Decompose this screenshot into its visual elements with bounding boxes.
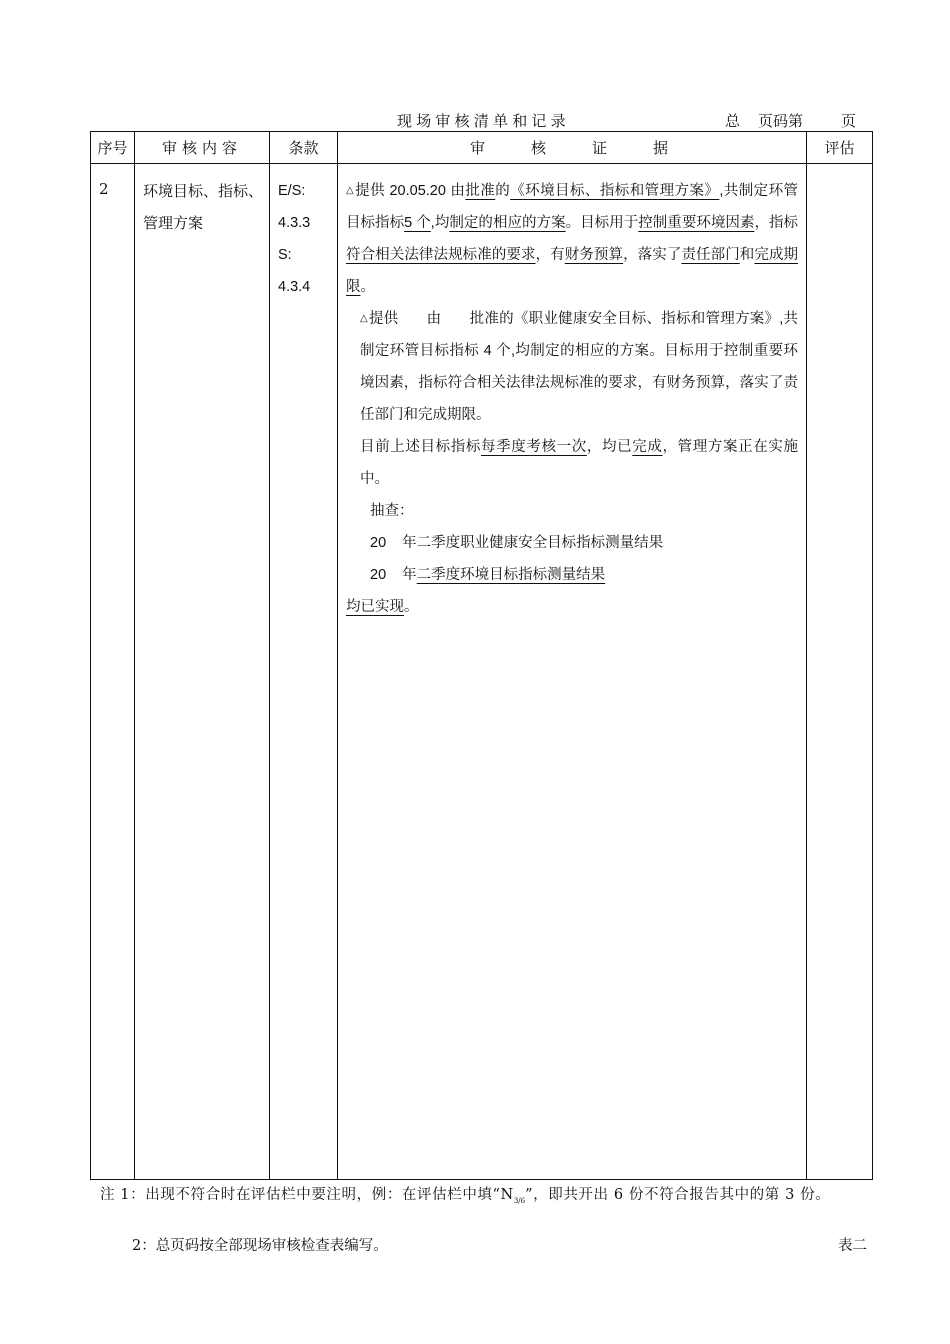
evidence-paragraph-review: 目前上述目标指标每季度考核一次，均已完成，管理方案正在实施中。: [360, 439, 798, 487]
total-pages-label: 总: [725, 112, 741, 130]
footnote-subscript: 3/6: [513, 1197, 526, 1205]
triangle-bullet-icon: △: [346, 185, 355, 196]
spot-check-item-ohs: 20 年二季度职业健康安全目标指标测量结果: [370, 535, 664, 551]
evidence-paragraph-ohs: △提供 由 批准的《职业健康安全目标、指标和管理方案》,共制定环管目标指标 4 个,均制定的相应的方案。目标用于控制重要环境因素，指标符合相关法律法规标准的要求，有财务预算，落实了责任部门和完成期限。: [360, 311, 798, 423]
spot-check-label: 抽查：: [370, 503, 414, 519]
spot-check-item-environment: 20 年二季度环境目标指标测量结果: [370, 567, 606, 583]
document-title: 现场审核清单和记录: [397, 112, 570, 130]
row-audit-content: [135, 164, 270, 1180]
column-header-evidence: 审核证据: [338, 132, 807, 164]
page-counter: [725, 110, 856, 131]
footnote-2: 2：总页码按全部现场审核检查表编写。: [132, 1238, 388, 1254]
clause-line: 4.3.4: [278, 279, 311, 295]
page-number-label: 页码第: [758, 112, 804, 130]
column-header-content: 审核内容: [135, 132, 270, 164]
column-header-seq: 序号: [91, 132, 135, 164]
row-clauses: [270, 164, 338, 1180]
evidence-paragraph-environment: △提供 20.05.20 由批准的《环境目标、指标和管理方案》,共制定环管目标指标5 个,均制定的相应的方案。目标用于控制重要环境因素，指标符合相关法律法规标准的要求，有财务预算，落实了责任部门和完成期限。: [346, 183, 799, 295]
triangle-bullet-icon: △: [360, 313, 368, 324]
audit-content-line: 管理方案: [143, 214, 204, 232]
footnote-1: 注 1：出现不符合时在评估栏中要注明，例：在评估栏中填“$N_{3/6}$”，即共开出 6 份不符合报告其中的第 3 份。: [100, 1187, 831, 1205]
row-seq: 2: [91, 164, 135, 1180]
audit-content-line: 环境目标、指标、: [143, 182, 264, 200]
table-header-row: [91, 132, 873, 164]
form-number: 表二: [838, 1238, 867, 1254]
audit-checklist-table: [90, 131, 873, 1180]
row-evaluation: [807, 164, 873, 1180]
row-audit-evidence: [338, 164, 807, 1180]
spot-check-result: 均已实现。: [346, 599, 419, 615]
page-suffix: 页: [841, 112, 857, 130]
clause-line: 4.3.3: [278, 215, 311, 231]
clause-line: E/S:: [278, 183, 306, 199]
clause-line: S:: [278, 247, 292, 263]
column-header-evaluation: 评估: [807, 132, 873, 164]
table-row: [91, 164, 873, 1180]
column-header-clause: 条款: [270, 132, 338, 164]
